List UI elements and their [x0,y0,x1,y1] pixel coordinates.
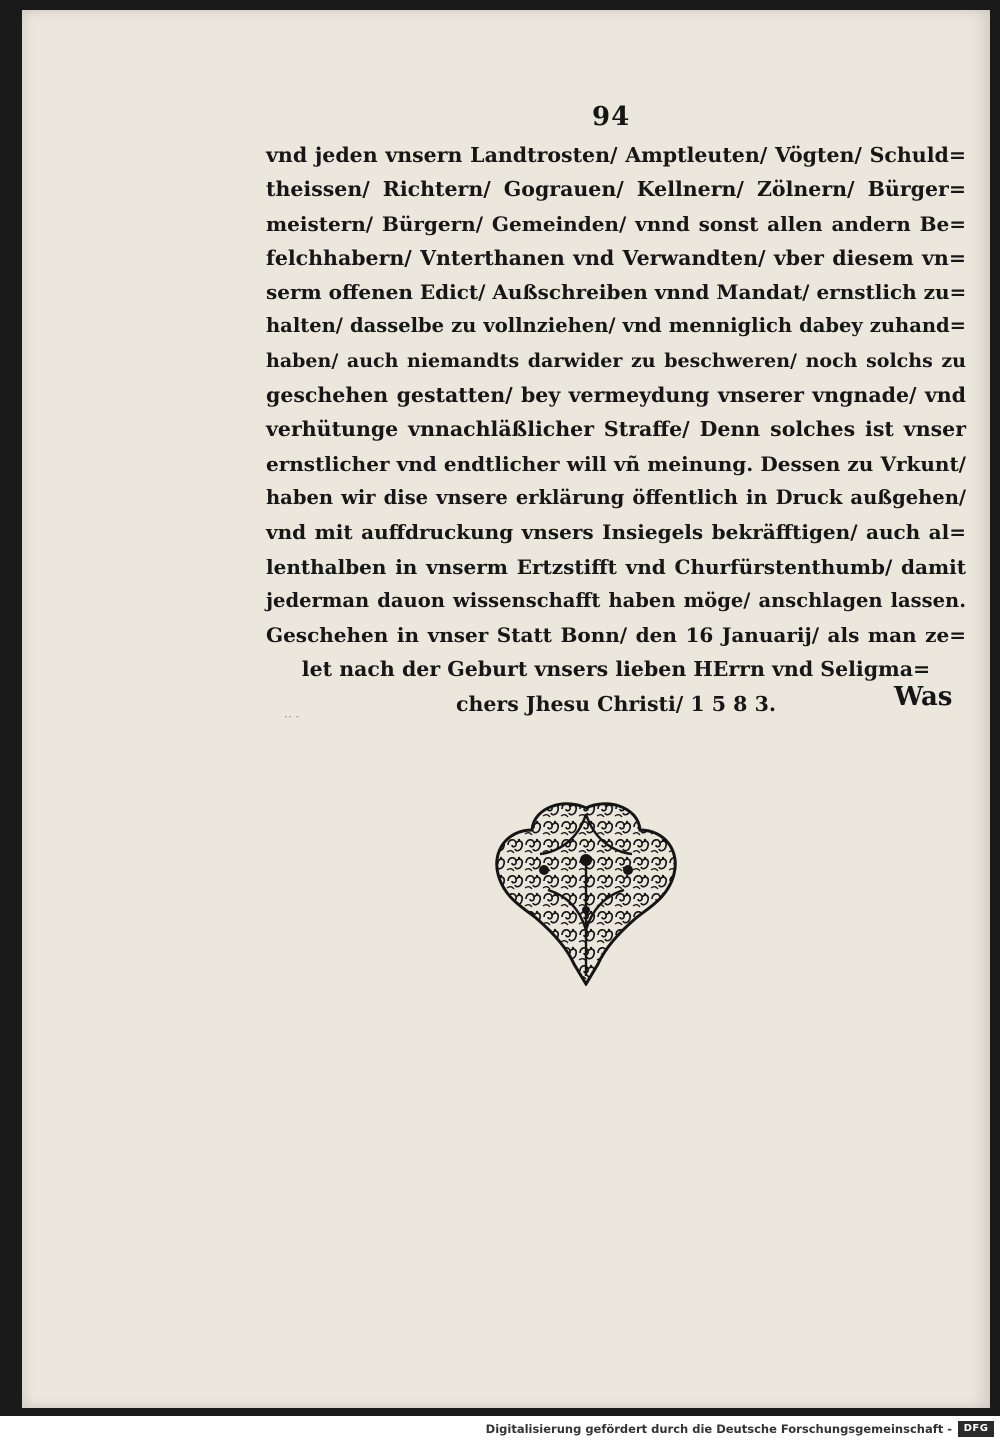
text-line: haben/ auch niemandts darwider zu beschweren/ noch solchs zu [266,349,966,372]
text-line: verhütunge vnnachläßlicher Straffe/ Denn solches ist vnser [266,417,966,442]
text-line: ernstlicher vnd endtlicher will vñ meinung. Dessen zu Vrkunt/ [266,451,966,476]
catchword: Was [894,682,953,712]
text-line: Geschehen in vnser Statt Bonn/ den 16 Januarij/ als man ze= [266,623,966,648]
text-line: chers Jhesu Christi/ 1 5 8 3. [456,691,776,716]
text-line: vnd jeden vnsern Landtrosten/ Amptleuten/ Vögten/ Schuld= [266,143,966,167]
fleuron-ornament [488,800,684,986]
text-line: haben wir dise vnsere erklärung öffentlich in Druck außgehen/ [266,485,966,509]
bleed-through-mark: ·· · [284,710,300,724]
page-number: 94 [592,102,631,132]
body-text [266,138,966,721]
footer [0,1416,1000,1444]
text-line: vnd mit auffdruckung vnsers Insiegels bekräfftigen/ auch al= [266,520,966,545]
dfg-logo: DFG [958,1421,994,1437]
text-line: serm offenen Edict/ Außschreiben vnnd Mandat/ ernstlich zu= [266,280,967,305]
text-line: lenthalben in vnserm Ertzstifft vnd Churfürstenthumb/ damit [266,554,966,579]
text-line: halten/ dasselbe zu vollnziehen/ vnd menniglich dabey zuhand= [266,314,966,338]
text-line: let nach der Geburt vnsers lieben HErrn vnd Seligma= [301,657,931,682]
footer-credit: Digitalisierung gefördert durch die Deutsche Forschungsgemeinschaft - [485,1422,952,1436]
text-line: felchhabern/ Vnterthanen vnd Verwandten/ vber diesem vn= [266,245,966,270]
text-line: meistern/ Bürgern/ Gemeinden/ vnnd sonst allen andern Be= [266,211,966,236]
book-page [22,10,990,1408]
text-line: theissen/ Richtern/ Gograuen/ Kellnern/ Zölnern/ Bürger= [266,177,966,202]
text-line: geschehen gestatten/ bey vermeydung vnserer vngnade/ vnd [266,383,966,408]
text-line: jederman dauon wissenschafft haben möge/ anschlagen lassen. [266,588,966,612]
